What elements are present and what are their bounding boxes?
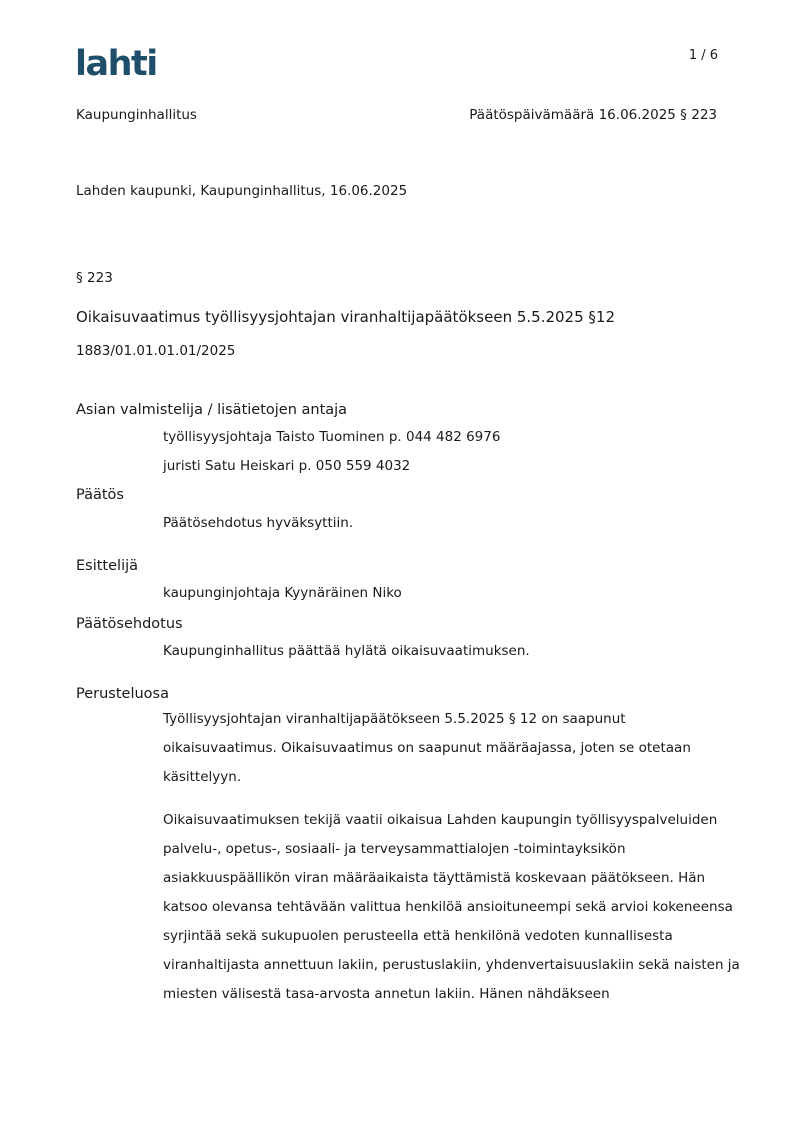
preparer-line: juristi Satu Heiskari p. 050 559 4032 (163, 458, 411, 474)
organ-name: Kaupunginhallitus (76, 107, 197, 123)
presenter-heading: Esittelijä (76, 558, 139, 574)
paragraph-line: palvelu-, opetus-, sosiaali- ja terveysammattialojen -toimintayksikön (163, 841, 626, 857)
decision-heading: Päätös (76, 487, 124, 503)
paragraph-line: Oikaisuvaatimuksen tekijä vaatii oikaisua Lahden kaupungin työllisyyspalveluiden (163, 812, 718, 828)
document-title: Oikaisuvaatimus työllisyysjohtajan viranhaltijapäätökseen 5.5.2025 §12 (76, 308, 616, 326)
preparer-heading: Asian valmistelija / lisätietojen antaja (76, 402, 348, 418)
decision-text: Päätösehdotus hyväksyttiin. (163, 515, 354, 531)
paragraph-line: Työllisyysjohtajan viranhaltijapäätökseen 5.5.2025 § 12 on saapunut (163, 711, 626, 727)
proposal-text: Kaupunginhallitus päättää hylätä oikaisuvaatimuksen. (163, 643, 530, 659)
presenter-text: kaupunginjohtaja Kyynäräinen Niko (163, 585, 402, 601)
preparer-line: työllisyysjohtaja Taisto Tuominen p. 044 482 6976 (163, 429, 501, 445)
paragraph-line: asiakkuuspäällikön viran määräaikaista täyttämistä koskevaan päätökseen. Hän (163, 870, 706, 886)
paragraph-line: oikaisuvaatimus. Oikaisuvaatimus on saapunut määräajassa, joten se otetaan (163, 740, 691, 756)
reasoning-heading: Perusteluosa (76, 686, 169, 702)
lahti-logo: lahti (75, 44, 157, 84)
proposal-heading: Päätösehdotus (76, 616, 183, 632)
paragraph-line: katsoo olevansa tehtävään valittua henkilöä ansioituneempi sekä arvioi kokeneensa (163, 899, 733, 915)
case-number: 1883/01.01.01.01/2025 (76, 343, 236, 359)
paragraph-line: viranhaltijasta annettuun lakiin, perustuslakiin, yhdenvertaisuuslakiin sekä naisten ja (163, 957, 740, 973)
paragraph-line: syrjintää sekä sukupuolen perusteella että henkilönä vedoten kunnallisesta (163, 928, 673, 944)
meeting-line: Lahden kaupunki, Kaupunginhallitus, 16.06.2025 (76, 183, 408, 199)
decision-date: Päätöspäivämäärä 16.06.2025 § 223 (469, 107, 717, 123)
paragraph-line: miesten välisestä tasa-arvosta annetun lakiin. Hänen nähdäkseen (163, 986, 610, 1002)
page-number: 1 / 6 (688, 48, 718, 63)
section-number: § 223 (76, 270, 113, 286)
paragraph-line: käsittelyyn. (163, 769, 242, 785)
